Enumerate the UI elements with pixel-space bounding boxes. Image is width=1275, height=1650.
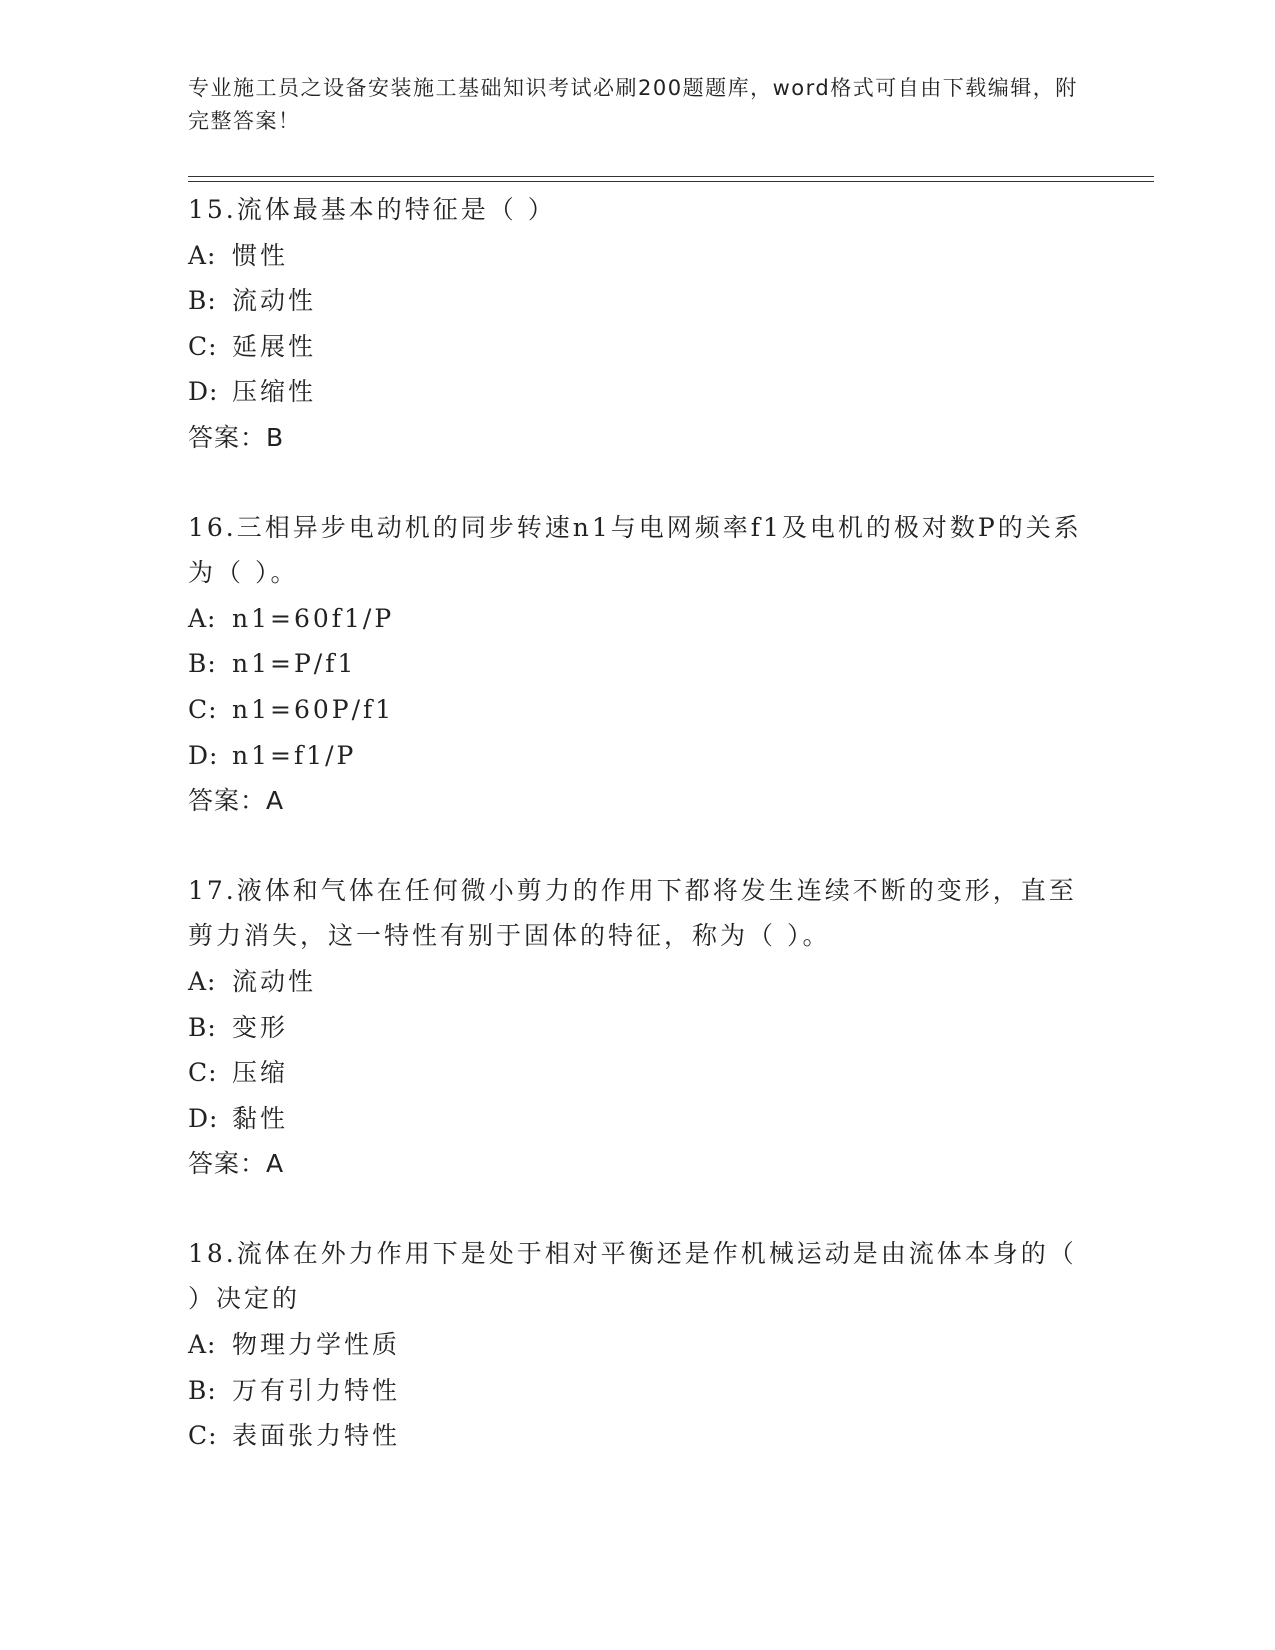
option-c <box>188 1413 1088 1459</box>
answer-line: 答案：A <box>188 1149 285 1179</box>
option-a <box>188 1322 1088 1368</box>
option-letter: A: <box>188 240 217 270</box>
answer-line: 答案：A <box>188 786 285 816</box>
option-text: 压缩性 <box>232 377 317 407</box>
question-17 <box>188 868 1088 1187</box>
option-c <box>188 324 1088 370</box>
question-text: 17.液体和气体在任何微小剪力的作用下都将发生连续不断的变形，直至剪力消失，这一特性有别于固体的特征，称为（ ）。 <box>188 875 1077 951</box>
option-letter: B: <box>188 1375 217 1405</box>
option-a <box>188 959 1088 1005</box>
question-text: 16.三相异步电动机的同步转速n1与电网频率f1及电机的极对数P的关系为（ ）。 <box>188 512 1082 588</box>
option-text: n1=60f1/P <box>232 603 395 633</box>
option-a <box>188 596 1088 642</box>
question-16 <box>188 505 1088 824</box>
document-header <box>188 72 1078 138</box>
option-text: 流动性 <box>232 966 317 996</box>
option-letter: B: <box>188 286 217 316</box>
question-18 <box>188 1231 1088 1459</box>
option-letter: B: <box>188 649 217 679</box>
option-d <box>188 1096 1088 1142</box>
option-text: 流动性 <box>232 286 317 316</box>
option-letter: C: <box>188 1421 218 1451</box>
header-divider-bottom <box>188 181 1154 182</box>
option-b <box>188 278 1088 324</box>
option-a <box>188 233 1088 279</box>
option-letter: A: <box>188 966 217 996</box>
option-letter: D: <box>188 377 219 407</box>
option-text: 表面张力特性 <box>232 1421 401 1451</box>
option-d <box>188 733 1088 779</box>
question-text: 18.流体在外力作用下是处于相对平衡还是作机械运动是由流体本身的（ ）决定的 <box>188 1238 1077 1314</box>
option-text: 延展性 <box>232 331 317 361</box>
option-text: n1=f1/P <box>232 740 357 770</box>
option-text: 万有引力特性 <box>232 1375 401 1405</box>
header-divider-top <box>188 176 1154 177</box>
question-list <box>188 187 1088 1503</box>
answer-line: 答案：B <box>188 422 285 452</box>
option-c <box>188 1050 1088 1096</box>
option-text: 物理力学性质 <box>232 1330 401 1360</box>
option-text: 变形 <box>232 1012 289 1042</box>
option-letter: D: <box>188 740 219 770</box>
option-letter: D: <box>188 1103 219 1133</box>
option-letter: C: <box>188 694 218 724</box>
option-text: 压缩 <box>232 1058 289 1088</box>
option-text: n1=60P/f1 <box>232 694 395 724</box>
question-15 <box>188 187 1088 461</box>
option-text: n1=P/f1 <box>232 649 357 679</box>
option-text: 黏性 <box>232 1103 289 1133</box>
option-letter: C: <box>188 331 218 361</box>
option-letter: A: <box>188 1330 217 1360</box>
option-b <box>188 641 1088 687</box>
option-text: 惯性 <box>232 240 289 270</box>
option-c <box>188 687 1088 733</box>
question-text: 15.流体最基本的特征是（ ） <box>188 195 556 224</box>
option-letter: C: <box>188 1058 218 1088</box>
option-b <box>188 1005 1088 1051</box>
option-b <box>188 1368 1088 1414</box>
document-title: 专业施工员之设备安装施工基础知识考试必刷200题题库，word格式可自由下载编辑，附完整答案！ <box>188 76 1078 133</box>
option-letter: B: <box>188 1012 217 1042</box>
option-letter: A: <box>188 603 217 633</box>
option-d <box>188 369 1088 415</box>
